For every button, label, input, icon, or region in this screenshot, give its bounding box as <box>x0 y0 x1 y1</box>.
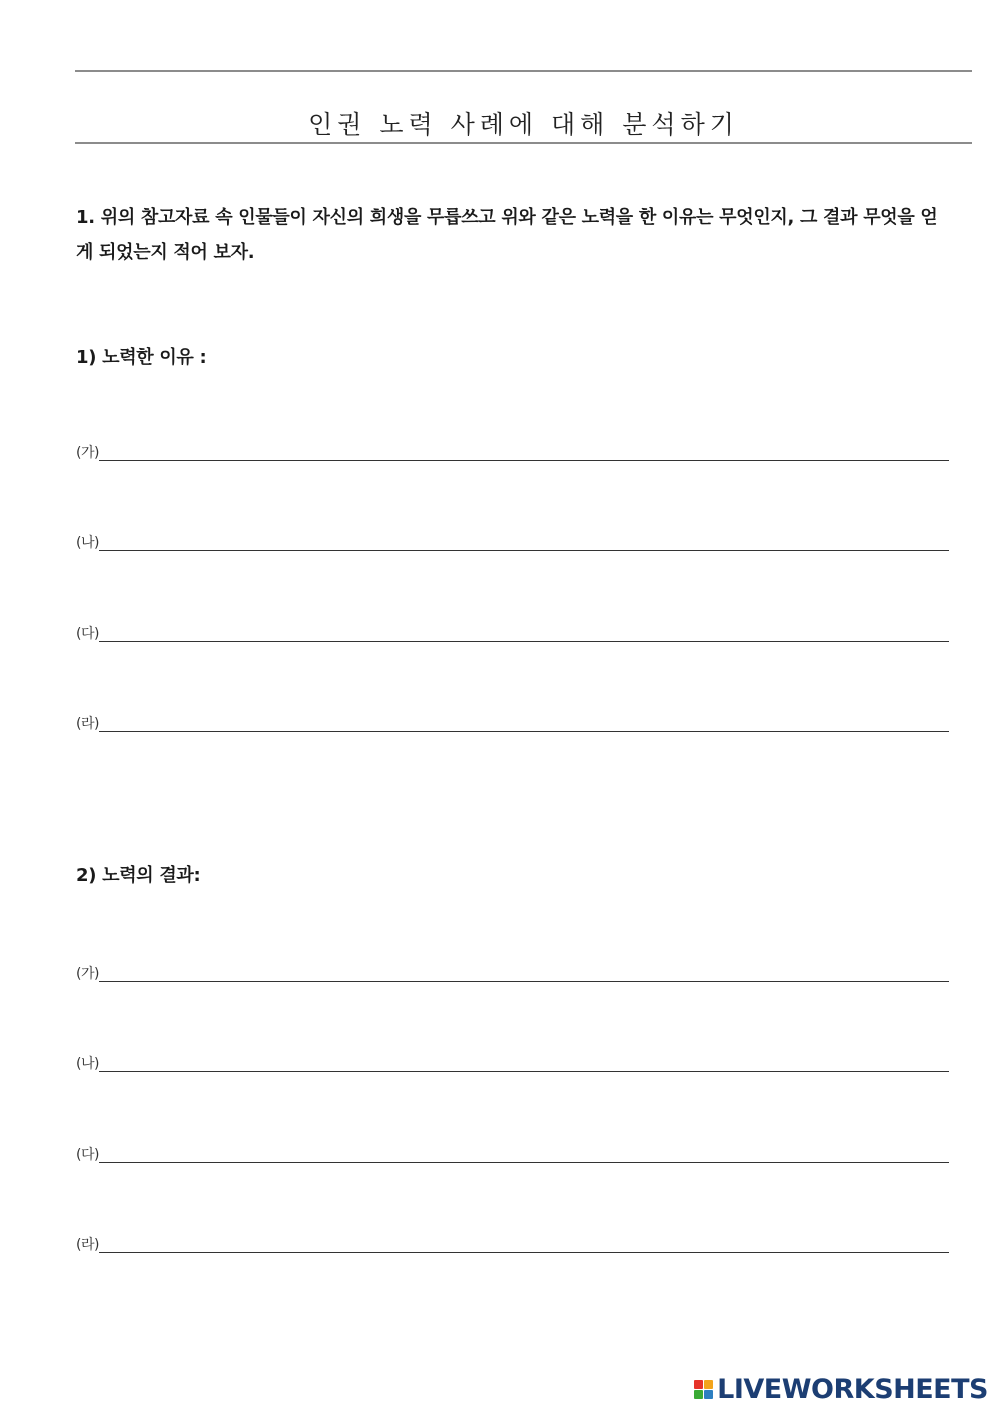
page-title: 인권 노력 사례에 대해 분석하기 <box>308 109 739 139</box>
liveworksheets-logo-icon <box>694 1380 713 1399</box>
logo-mark-square <box>704 1380 713 1389</box>
answer-label: (나) <box>76 535 99 551</box>
logo-mark-square <box>694 1380 703 1389</box>
section-heading-results: 2) 노력의 결과: <box>76 865 201 886</box>
answer-line-reasons-ra[interactable] <box>76 711 949 735</box>
answer-line-results-ga[interactable] <box>76 961 949 985</box>
logo-mark-square <box>704 1390 713 1399</box>
logo-text: LIVEWORKSHEETS <box>717 1373 988 1405</box>
section-heading-reasons: 1) 노력한 이유 : <box>76 347 207 368</box>
answer-line-results-ra[interactable] <box>76 1232 949 1256</box>
answer-label: (라) <box>76 716 99 732</box>
answer-blank[interactable] <box>99 641 949 642</box>
answer-blank[interactable] <box>99 731 949 732</box>
liveworksheets-logo <box>694 1373 988 1405</box>
answer-line-reasons-ga[interactable] <box>76 440 949 464</box>
answer-label: (다) <box>76 626 99 642</box>
answer-label: (다) <box>76 1147 99 1163</box>
answer-blank[interactable] <box>99 1252 949 1253</box>
answer-line-results-na[interactable] <box>76 1051 949 1075</box>
title-bottom-rule <box>75 142 972 144</box>
answer-label: (라) <box>76 1237 99 1253</box>
question-text: 1. 위의 참고자료 속 인물들이 자신의 희생을 무릅쓰고 위와 같은 노력을 한 이유는 무엇인지, 그 결과 무엇을 얻게 되었는지 적어 보자. <box>76 207 938 263</box>
answer-line-reasons-da[interactable] <box>76 621 949 645</box>
answer-blank[interactable] <box>99 460 949 461</box>
answer-label: (나) <box>76 1056 99 1072</box>
answer-blank[interactable] <box>99 550 949 551</box>
answer-line-results-da[interactable] <box>76 1142 949 1166</box>
answer-line-reasons-na[interactable] <box>76 530 949 554</box>
logo-mark-square <box>694 1390 703 1399</box>
title-top-rule <box>75 70 972 72</box>
answer-blank[interactable] <box>99 1071 949 1072</box>
answer-label: (가) <box>76 966 99 982</box>
answer-blank[interactable] <box>99 981 949 982</box>
answer-label: (가) <box>76 445 99 461</box>
answer-blank[interactable] <box>99 1162 949 1163</box>
